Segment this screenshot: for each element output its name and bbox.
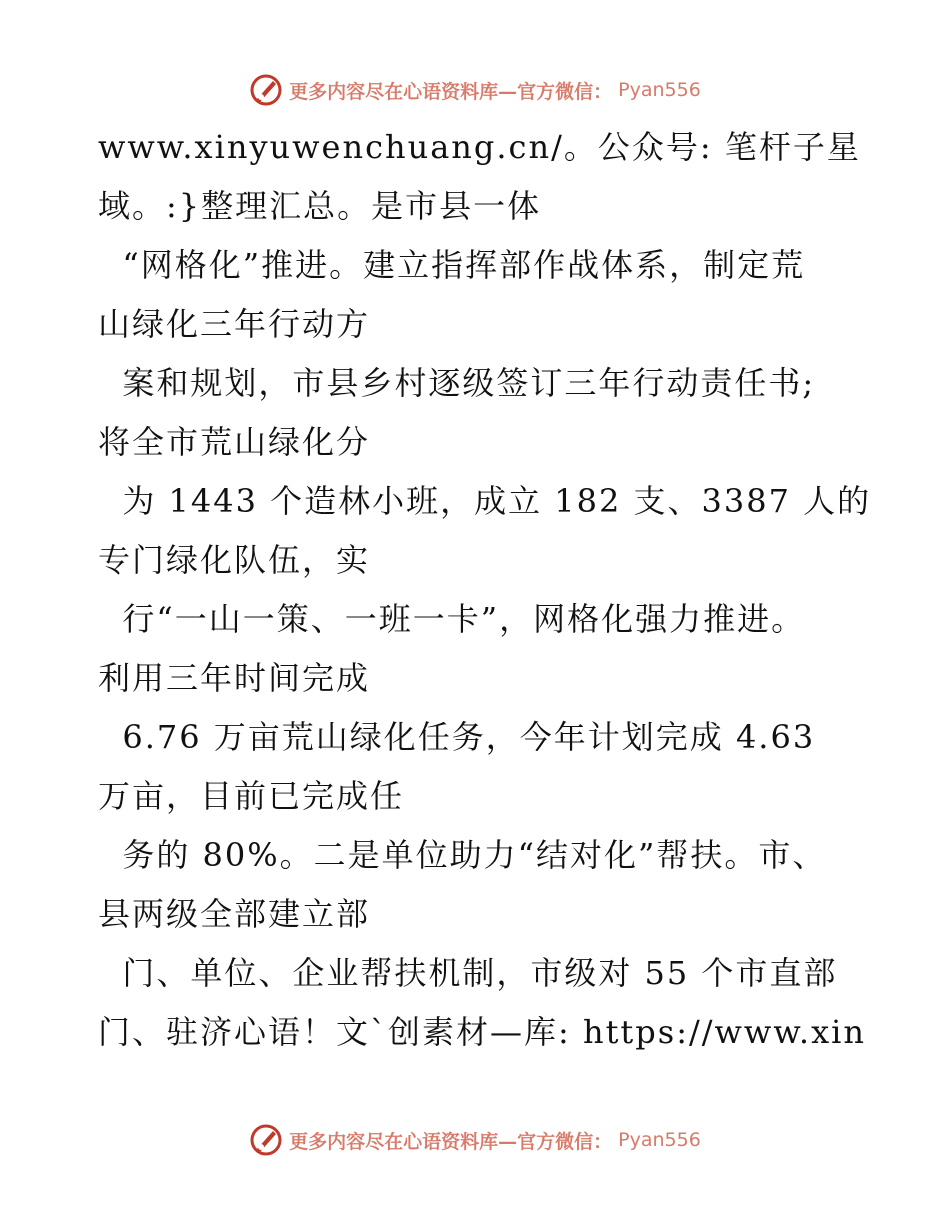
body-line: 县两级全部建立部 xyxy=(98,895,371,933)
body-line: 门、单位、企业帮扶机制，市级对 55 个市直部 xyxy=(98,954,838,992)
body-line: 域。:}整理汇总。是市县一体 xyxy=(98,187,542,225)
document-body xyxy=(98,118,872,1062)
body-line: 万亩，目前已完成任 xyxy=(98,777,405,815)
body-line: 专门绿化队伍，实 xyxy=(98,541,371,579)
pen-seal-logo-icon xyxy=(249,73,283,107)
body-line: 务的 80%。二是单位助力“结对化”帮扶。市、 xyxy=(98,836,827,874)
banner-contact: Pyan556 xyxy=(618,79,701,101)
body-line: 门、驻济心语！文`创素材—库: https://www.xin xyxy=(98,1013,866,1051)
body-line: www.xinyuwenchuang.cn/。公众号: 笔杆子星 xyxy=(98,128,861,166)
body-line: 山绿化三年行动方 xyxy=(98,305,371,343)
banner-text: 更多内容尽在心语资料库—官方微信： xyxy=(289,80,613,103)
body-line: 6.76 万亩荒山绿化任务，今年计划完成 4.63 xyxy=(98,718,816,756)
footer-banner xyxy=(0,1120,950,1160)
banner-text: 更多内容尽在心语资料库—官方微信： xyxy=(289,1130,613,1153)
body-line: 案和规划，市县乡村逐级签订三年行动责任书; xyxy=(98,364,816,402)
body-line: 将全市荒山绿化分 xyxy=(98,423,371,461)
body-line: 利用三年时间完成 xyxy=(98,659,371,697)
banner-contact: Pyan556 xyxy=(618,1129,701,1151)
pen-seal-logo-icon xyxy=(249,1123,283,1157)
header-banner xyxy=(0,70,950,110)
body-line: “网格化”推进。建立指挥部作战体系，制定荒 xyxy=(98,246,806,284)
body-line: 行“一山一策、一班一卡”，网格化强力推进。 xyxy=(98,600,806,638)
body-line: 为 1443 个造林小班，成立 182 支、3387 人的 xyxy=(98,482,872,520)
